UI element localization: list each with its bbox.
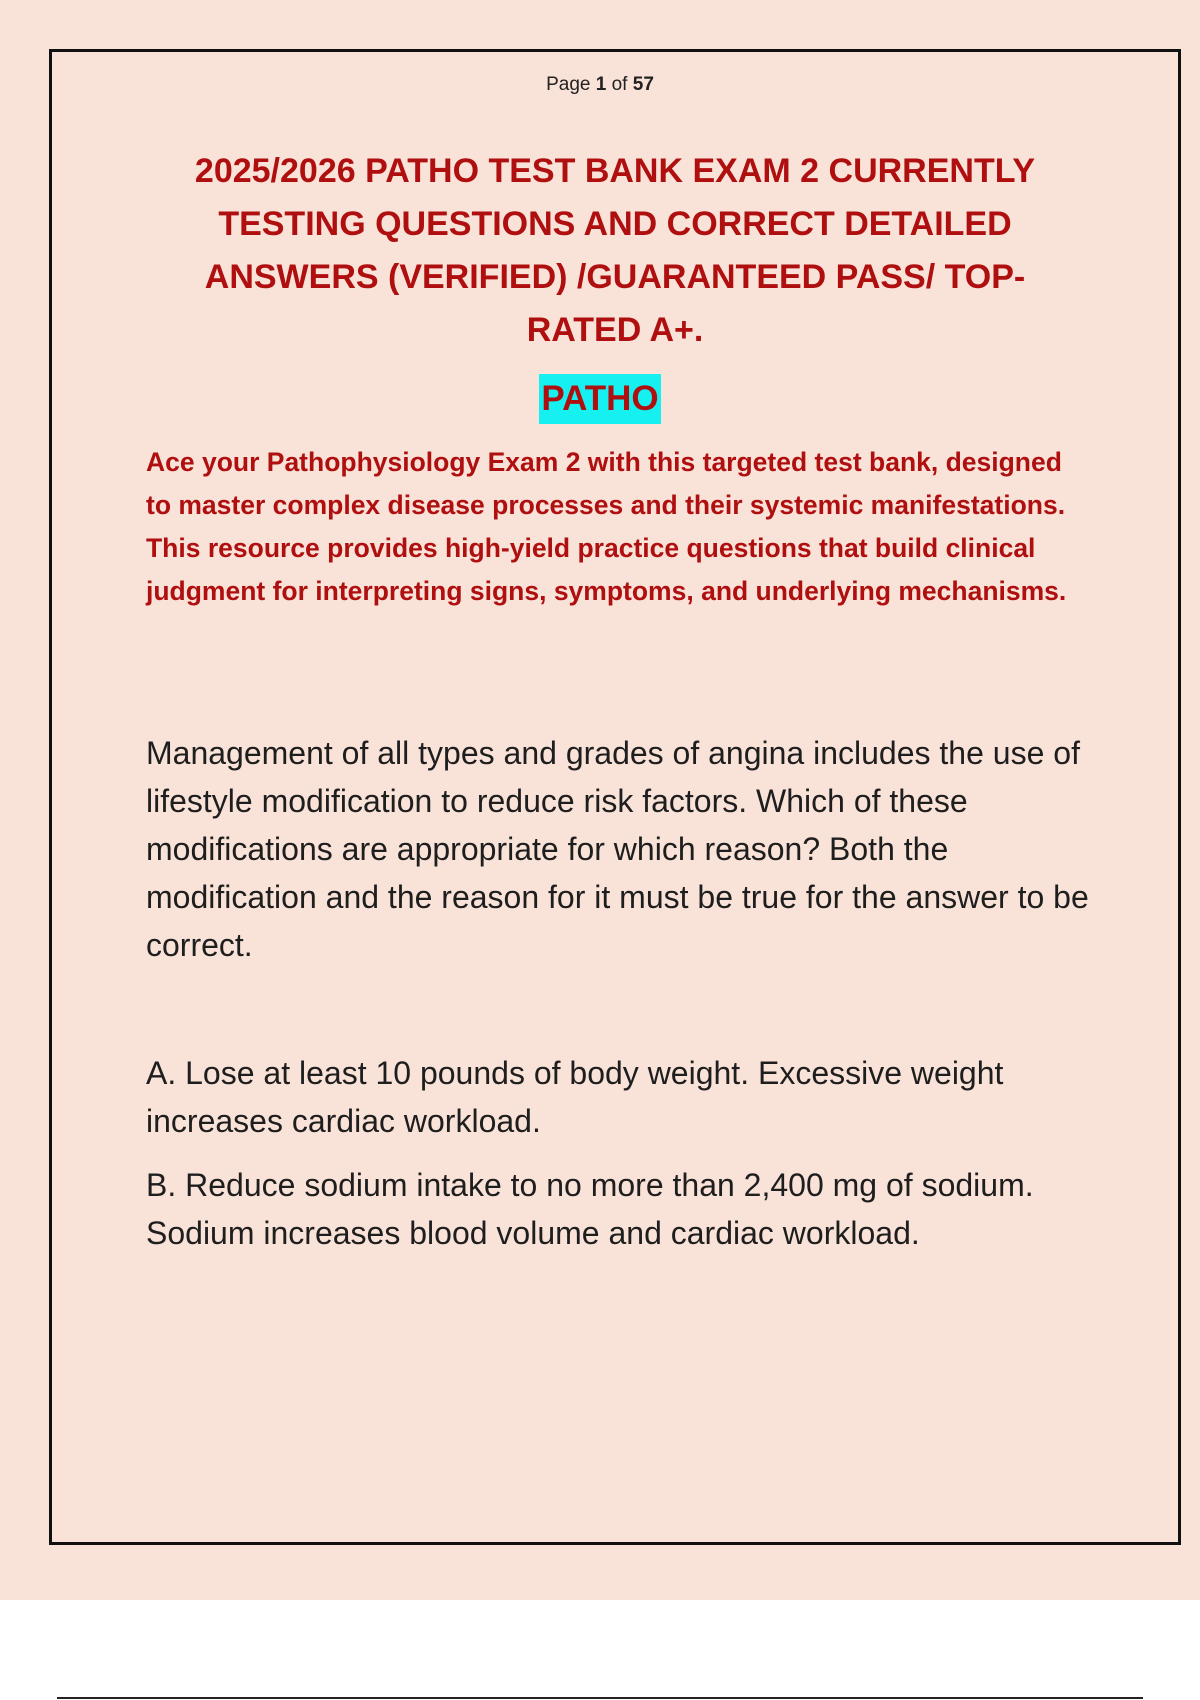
question-stem: Management of all types and grades of angina includes the use of lifestyle modification to reduce risk factors. Which of these modifications are appropriate for which reason? Both the modification and the reason for it must be true for the answer to be correct.: [146, 735, 1089, 963]
subject-tag-row: [0, 374, 1200, 424]
intro-paragraph: Ace your Pathophysiology Exam 2 with this targeted test bank, designed to master complex disease processes and their systemic manifestations. This resource provides high-yield practice questions that build clinical judgment for interpreting signs, symptoms, and underlying mechanisms.: [146, 447, 1067, 606]
page-indicator: [0, 74, 1200, 96]
page-label: Page: [546, 74, 591, 95]
next-page-divider: [57, 1697, 1143, 1699]
answer-option-b: B. Reduce sodium intake to no more than 2,400 mg of sodium. Sodium increases blood volume and cardiac workload.: [146, 1167, 1034, 1251]
current-page-number: 1: [595, 74, 607, 95]
total-pages-number: 57: [632, 74, 654, 95]
answer-option-a: A. Lose at least 10 pounds of body weight. Excessive weight increases cardiac workload.: [146, 1055, 1004, 1139]
subject-tag: PATHO: [539, 374, 660, 424]
page-of-label: of: [611, 74, 628, 95]
document-title: 2025/2026 PATHO TEST BANK EXAM 2 CURRENTLY TESTING QUESTIONS AND CORRECT DETAILED ANSWERS (VERIFIED) /GUARANTEED PASS/ TOP-RATED A+.: [194, 152, 1036, 349]
